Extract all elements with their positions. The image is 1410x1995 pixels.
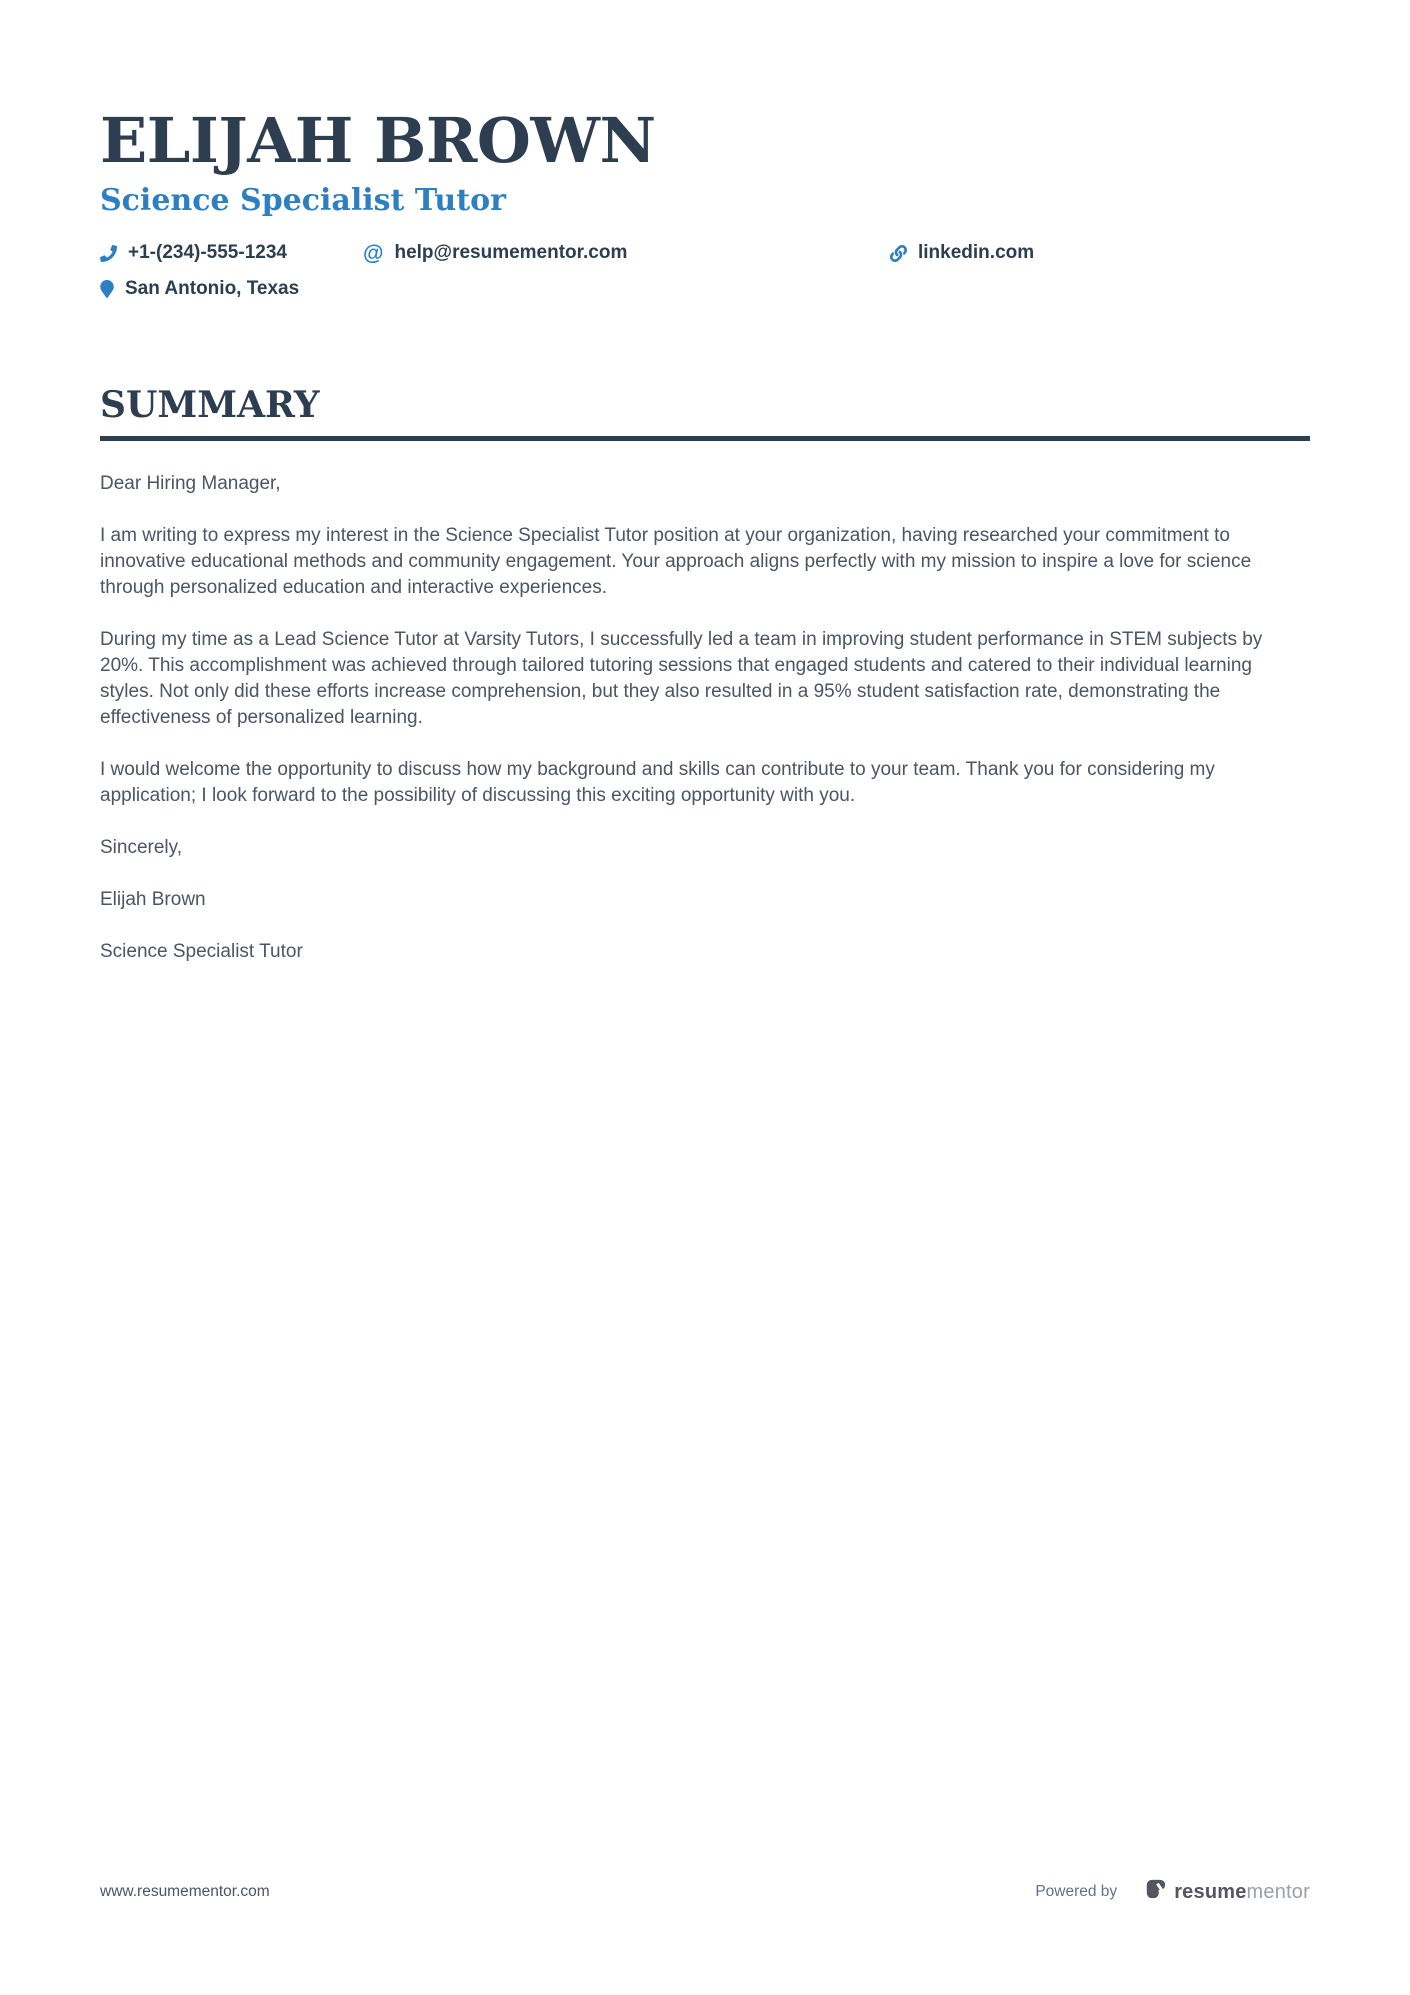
logo-text-mentor: mentor [1246,1880,1310,1903]
resumementor-logo[interactable] [1145,1878,1310,1905]
letter-signature-title: Science Specialist Tutor [100,941,303,963]
powered-by-group [1035,1878,1310,1905]
contact-info [100,240,1310,302]
link-icon [890,245,907,262]
letter-signature-name: Elijah Brown [100,889,206,911]
letter-paragraph: During my time as a Lead Science Tutor at Varsity Tutors, I successfully led a team in improving student performance in STEM subjects by 20%. This accomplishment was achieved through tailored tutoring sessions that engaged students and catered to their individual learning styles. Not only did these efforts increase comprehension, but they also resulted in a 95% student satisfaction rate, demonstrating the effectiveness of personalized learning. [100,629,1263,729]
contact-linkedin-text: linkedin.com [918,242,1035,264]
summary-section [100,384,1310,965]
contact-email-text: help@resumementor.com [394,242,628,264]
letter-salutation: Dear Hiring Manager, [100,473,281,495]
contact-linkedin[interactable] [890,240,1310,266]
contact-email[interactable] [363,240,890,266]
contact-location-text: San Antonio, Texas [125,278,300,300]
resumementor-logo-text [1174,1882,1310,1902]
letter-paragraph: I am writing to express my interest in the Science Specialist Tutor position at your organization, having researched your commitment to innovative educational methods and community engagement. Your approach aligns perfectly with my mission to inspire a love for science through personalized education and interactive experiences. [100,525,1252,599]
powered-by-label: Powered by [1035,1882,1118,1900]
person-name: ELIJAH BROWN [100,104,656,177]
summary-heading: SUMMARY [100,384,1310,441]
page-content [100,0,1310,965]
footer-website-link[interactable]: www.resumementor.com [100,1882,270,1900]
page-footer [100,1878,1310,1905]
letter-paragraph: I would welcome the opportunity to discuss how my background and skills can contribute to your team. Thank you for considering my application; I look forward to the possibility of discussing this exciting opportunity with you. [100,759,1215,807]
letter-closing: Sincerely, [100,837,183,859]
location-pin-icon [100,280,114,298]
contact-phone-text: +1-(234)-555-1234 [128,242,287,264]
resumementor-logo-icon [1145,1878,1167,1905]
cover-letter-body [100,471,1310,965]
contact-phone[interactable] [100,240,363,266]
email-at-icon: @ [363,241,384,265]
logo-text-resume: resume [1174,1880,1247,1903]
phone-icon [100,245,117,262]
contact-location [100,276,363,302]
person-job-title: Science Specialist Tutor [100,183,506,219]
